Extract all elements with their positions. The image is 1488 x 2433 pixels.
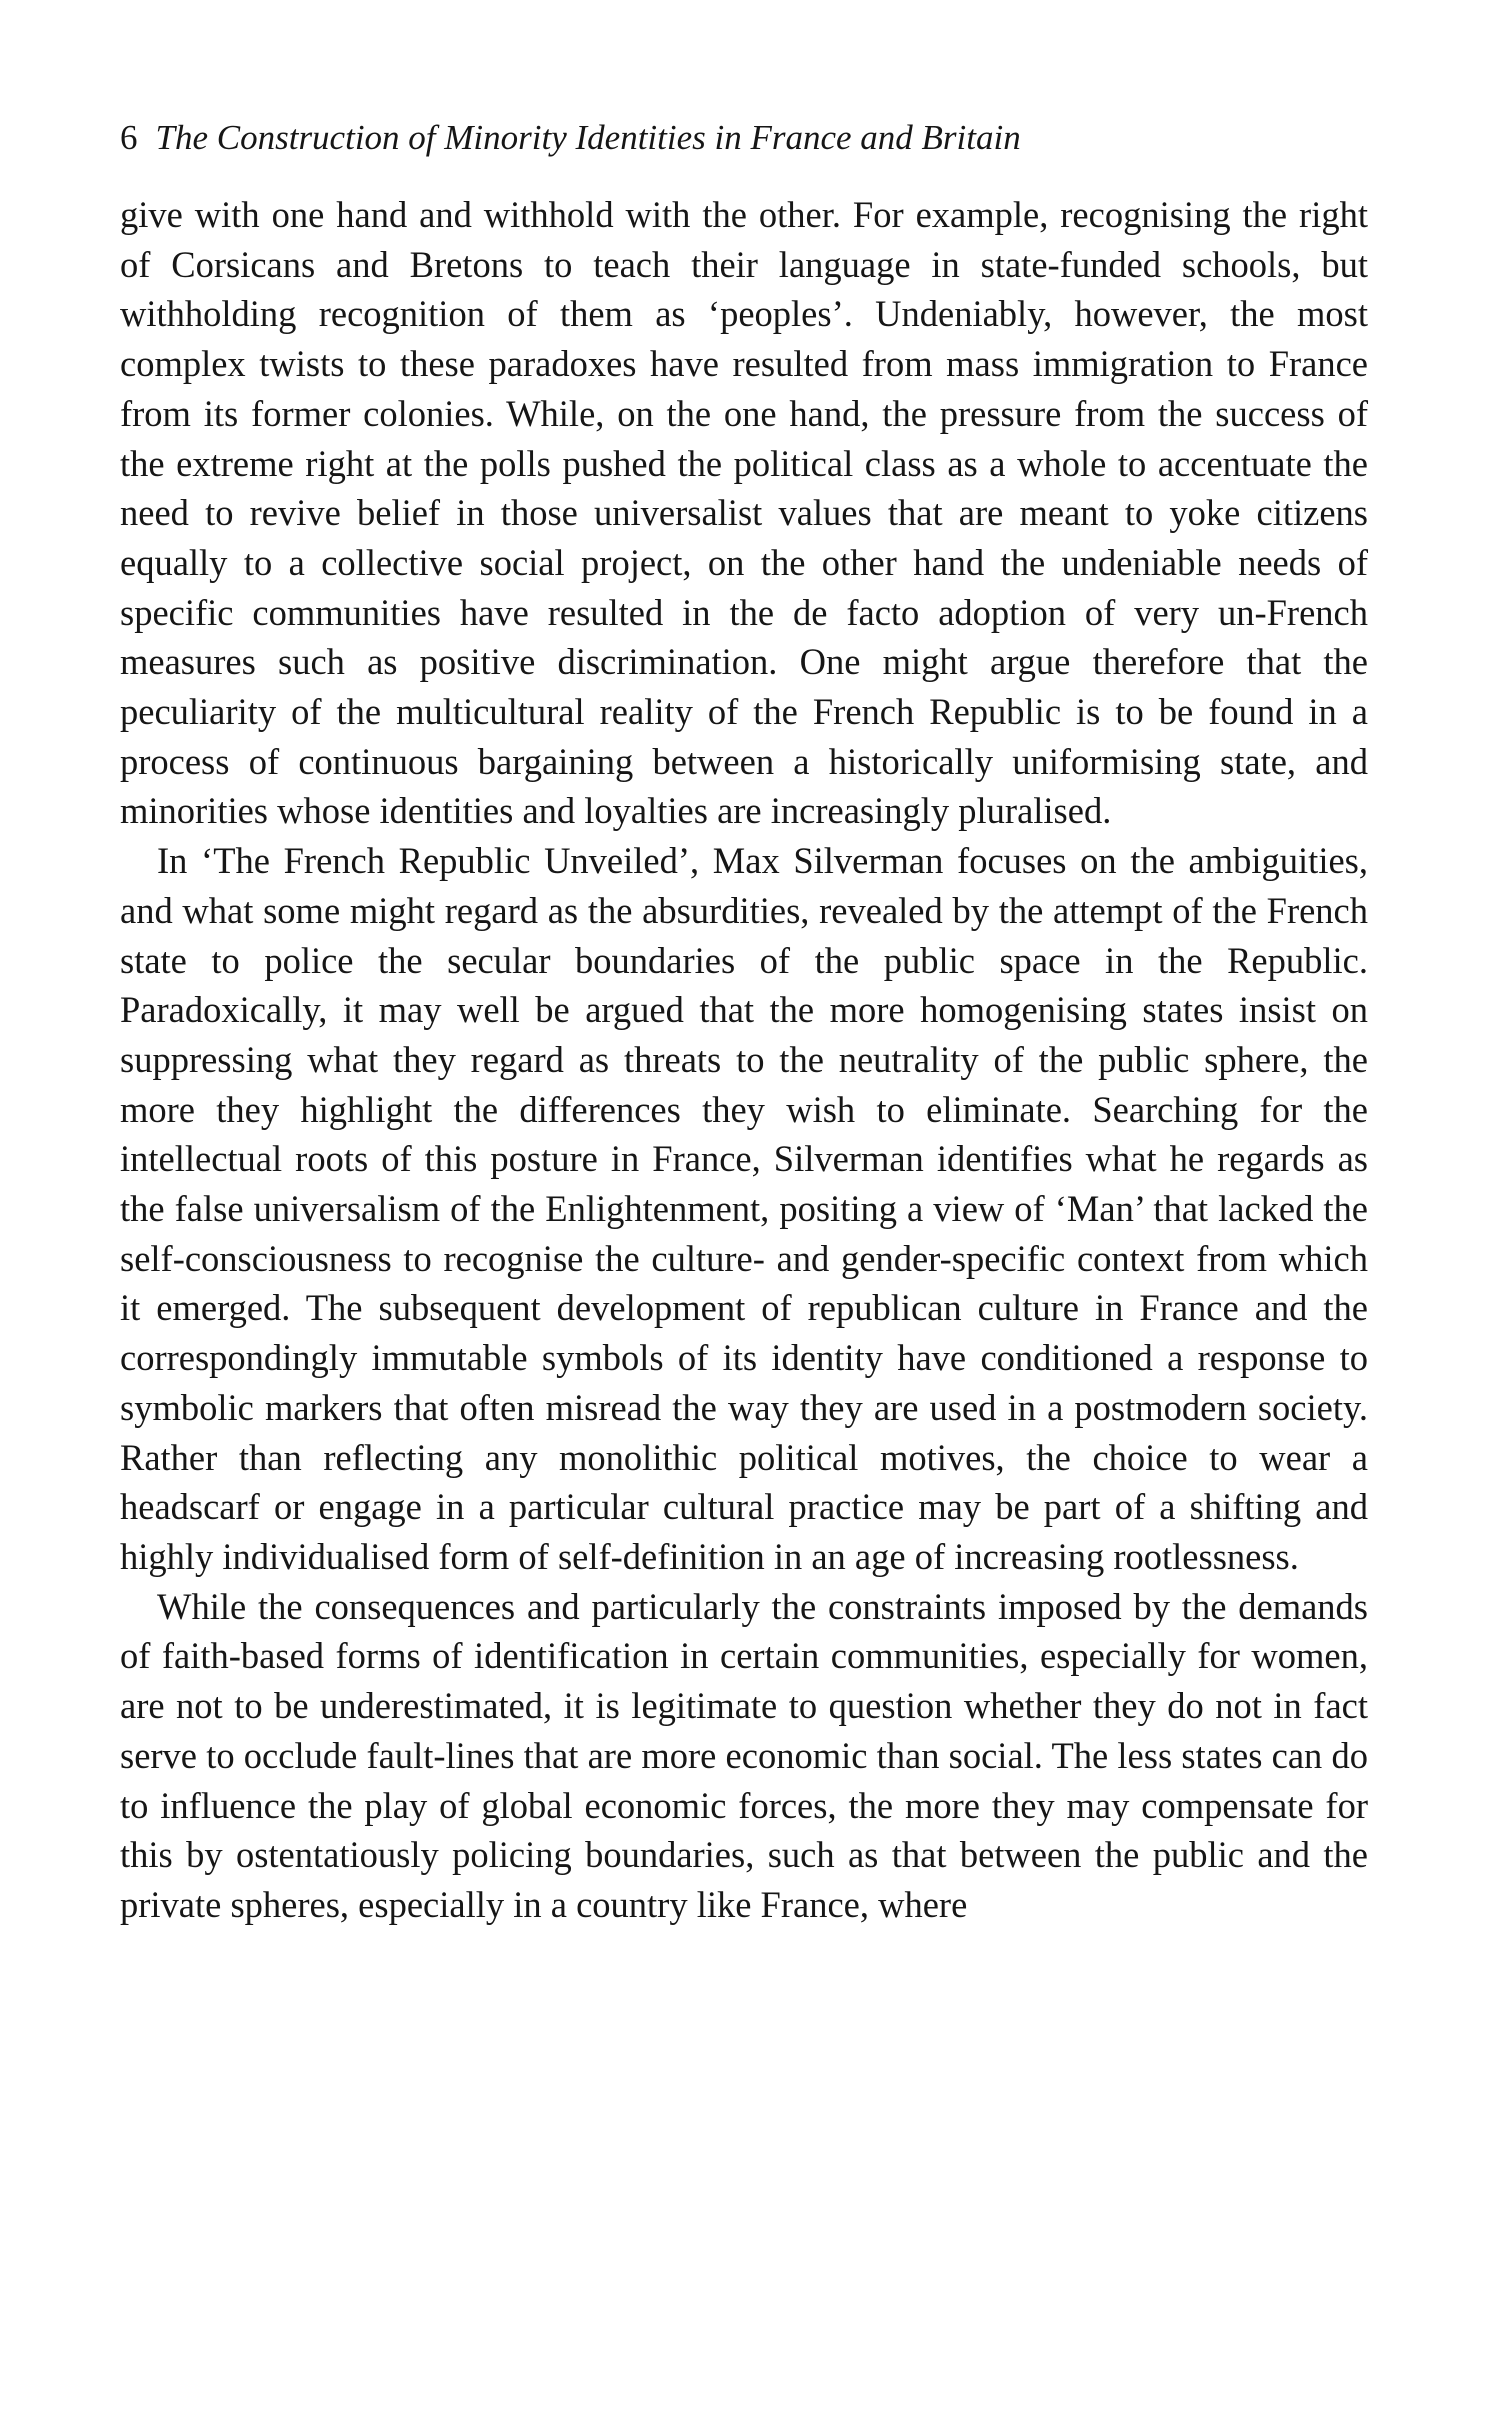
page-number: 6 [120, 118, 138, 157]
paragraph: While the consequences and particularly the constraints imposed by the demands of faith-based forms of identification in certain communities, especially for women, are not to be underestimated, it is legitimate to question whether they do not in fact serve to occlude fault-lines that are more economic than social. The less states can do to influence the play of global economic forces, the more they may compensate for this by ostentatiously policing boundaries, such as that between the public and the private spheres, especially in a country like France, where [120, 1585, 1368, 1925]
running-title: The Construction of Minority Identities in France and Britain [155, 118, 1021, 157]
paragraph-continued: give with one hand and withhold with the other. For example, recognising the right of Corsicans and Bretons to teach their language in state-funded schools, but withholding recognition of them as ‘peoples’. Undeniably, however, the most complex twists to these paradoxes have resulted from mass immigration to France from its former colonies. While, on the one hand, the pressure from the success of the extreme right at the polls pushed the political class as a whole to accentuate the need to revive belief in those universalist values that are meant to yoke citizens equally to a collective social project, on the other hand the undeniable needs of specific communities have resulted in the de facto adoption of very un-French measures such as positive discrimination. One might argue therefore that the peculiarity of the multicultural reality of the French Republic is to be found in a process of continuous bargaining between a historically uniformising state, and minorities whose identities and loyalties are increasingly pluralised. [120, 194, 1368, 832]
body-text [120, 190, 1368, 1930]
running-head [120, 108, 1368, 168]
book-page [120, 108, 1368, 1930]
paragraph: In ‘The French Republic Unveiled’, Max Silverman focuses on the ambiguities, and what some might regard as the absurdities, revealed by the attempt of the French state to police the secular boundaries of the public space in the Republic. Paradoxically, it may well be argued that the more homogenising states insist on suppressing what they regard as threats to the neutrality of the public sphere, the more they highlight the differences they wish to eliminate. Searching for the intellectual roots of this posture in France, Silverman identifies what he regards as the false universalism of the Enlightenment, positing a view of ‘Man’ that lacked the self-consciousness to recognise the culture- and gender-specific context from which it emerged. The subsequent development of republican culture in France and the correspondingly immutable symbols of its identity have conditioned a response to symbolic markers that often misread the way they are used in a postmodern society. Rather than reflecting any monolithic political motives, the choice to wear a headscarf or engage in a particular cultural practice may be part of a shifting and highly individualised form of self-definition in an age of increasing rootlessness. [120, 840, 1368, 1577]
